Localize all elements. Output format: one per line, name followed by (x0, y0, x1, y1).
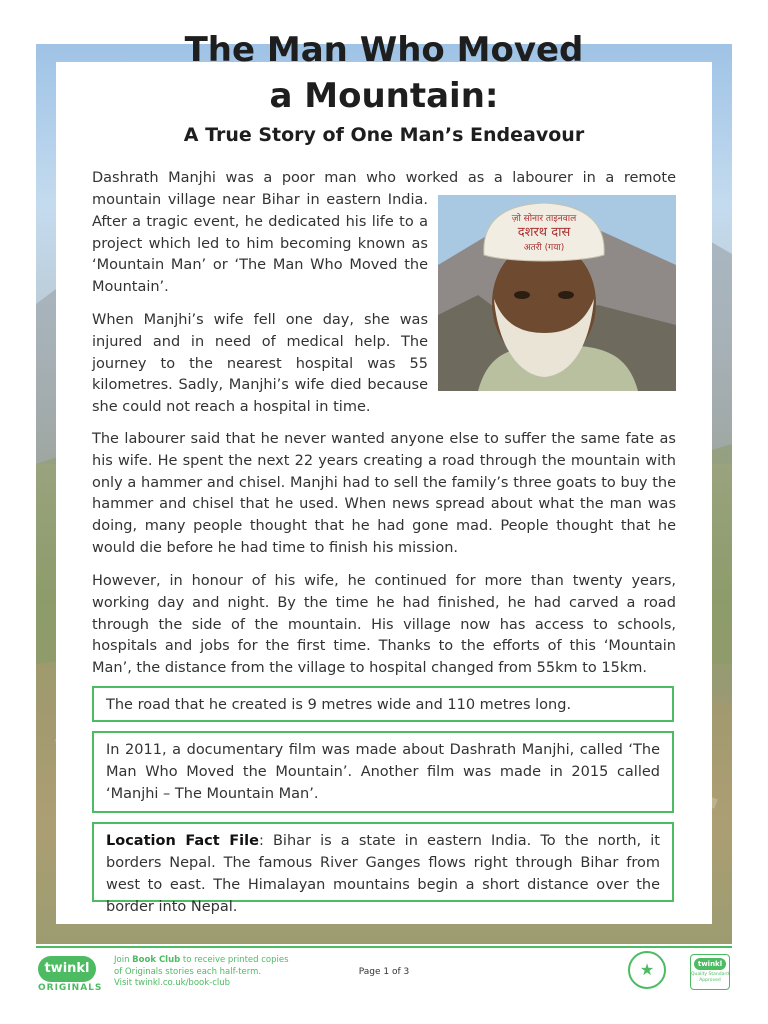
location-fact-text: : Bihar is a state in eastern India. To the north, it borders Nepal. The famous River Ganges flows right through Bihar from west to east. The Himalayan mountains begin a short distance over the border into Nepal. (106, 833, 660, 915)
page-title-line1: The Man Who Moved (184, 30, 584, 70)
badge-text (691, 972, 729, 983)
badge-line-2: Approved (699, 977, 721, 983)
hat-text-1: ज़ो सोनार ताइनवाल (511, 214, 577, 224)
road-fact-text: The road that he created is 9 metres wide and 110 metres long. (106, 697, 572, 713)
club-post: to receive printed copies (180, 955, 289, 965)
hat-text-3: अतरी (गया) (523, 243, 565, 253)
paragraph-1-line1: Dashrath Manjhi was a poor man who worked as a labourer in a remote (92, 170, 676, 186)
paragraph-4: However, in honour of his wife, he continued for more than twenty years, working day and night. By the time he had finished, he had carved a road through the side of the mountain. His village now has access to schools, hospitals and jobs for the first time. Thanks to the efforts of this ‘Mountain Man’, the distance from the village to hospital changed from 55km to 15km. (92, 573, 676, 677)
location-fact-box (92, 822, 674, 915)
film-fact-box (92, 731, 674, 813)
paragraph-3: The labourer said that he never wanted anyone else to suffer the same fate as his wife. He spent the next 22 years creating a road through the mountain with only a hammer and chisel. Manjhi had to sell the family’s three goats to buy the hammer and chisel that he used. When news spread about what the man was doing, many people thought that he had gone mad. People thought that he would die before he had time to finish his mission. (92, 431, 676, 556)
logo-subtext: ORIGINALS (38, 983, 103, 993)
film-fact-text: In 2011, a documentary film was made about Dashrath Manjhi, called ‘The Man Who Moved the Mountain’. Another film was made in 2015 called ‘Manjhi – The Mountain Man’. (106, 742, 660, 802)
page-subtitle: A True Story of One Man’s Endeavour (183, 124, 585, 146)
paragraph-1-rest: mountain village near Bihar in eastern India. After a tragic event, he dedicated his life to a project which led to him becoming known as ‘Mountain Man’ or ‘The Man Who Moved the Mountain’. (92, 192, 428, 296)
page-number: Page 1 of 3 (358, 967, 410, 977)
paragraph-2: When Manjhi’s wife fell one day, she was injured and in need of medical help. The journey to the nearest hospital was 55 kilometres. Sadly, Manjhi’s wife died because she could not reach a hospital in time. (92, 312, 428, 416)
footer-divider (36, 946, 732, 948)
club-line-3[interactable]: Visit twinkl.co.uk/book-club (114, 978, 231, 988)
road-fact-box (92, 686, 674, 722)
hat-text-2: दशरथ दास (517, 225, 571, 240)
portrait-image (438, 195, 676, 391)
quality-approved-badge (690, 954, 730, 990)
club-bold: Book Club (132, 955, 181, 965)
page-title-line2: a Mountain: (269, 76, 499, 116)
star-icon: ★ (628, 951, 666, 989)
club-line-2: of Originals stories each half-term. (114, 966, 262, 977)
location-fact-label: Location Fact File (106, 833, 259, 849)
badge-line-1: Quality Standard (691, 972, 729, 977)
club-pre: Join (114, 955, 133, 965)
logo-wordmark: twinkl (38, 956, 96, 982)
badge-wordmark: twinkl (694, 958, 726, 970)
